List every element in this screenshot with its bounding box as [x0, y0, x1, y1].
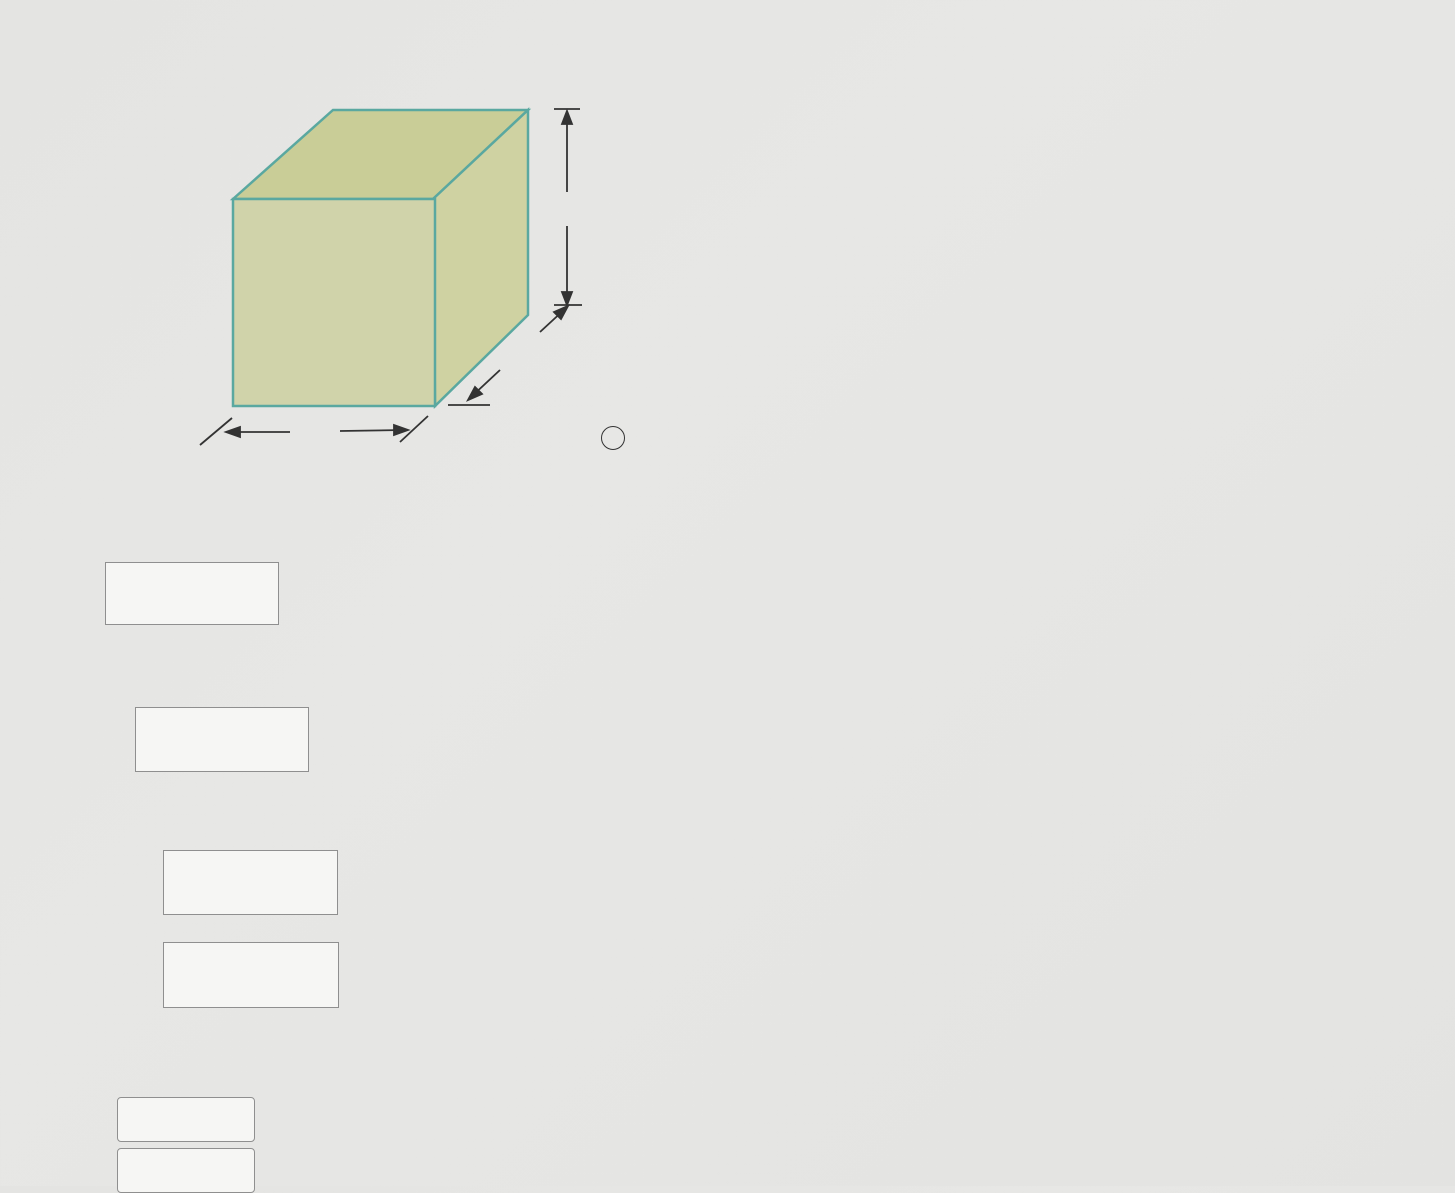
- box-diagram: [190, 100, 610, 460]
- y-dimension: [554, 109, 582, 305]
- info-icon[interactable]: [601, 426, 625, 450]
- x-width-dimension: [200, 416, 428, 445]
- fx-input[interactable]: [135, 707, 309, 772]
- box-front-face: [233, 199, 435, 406]
- fprime-input[interactable]: [163, 850, 338, 915]
- x-dimension-input[interactable]: [117, 1097, 255, 1142]
- y-equation-input[interactable]: [105, 562, 279, 625]
- y-dimension-input[interactable]: [117, 1148, 255, 1193]
- fdoubleprime-input[interactable]: [163, 942, 339, 1008]
